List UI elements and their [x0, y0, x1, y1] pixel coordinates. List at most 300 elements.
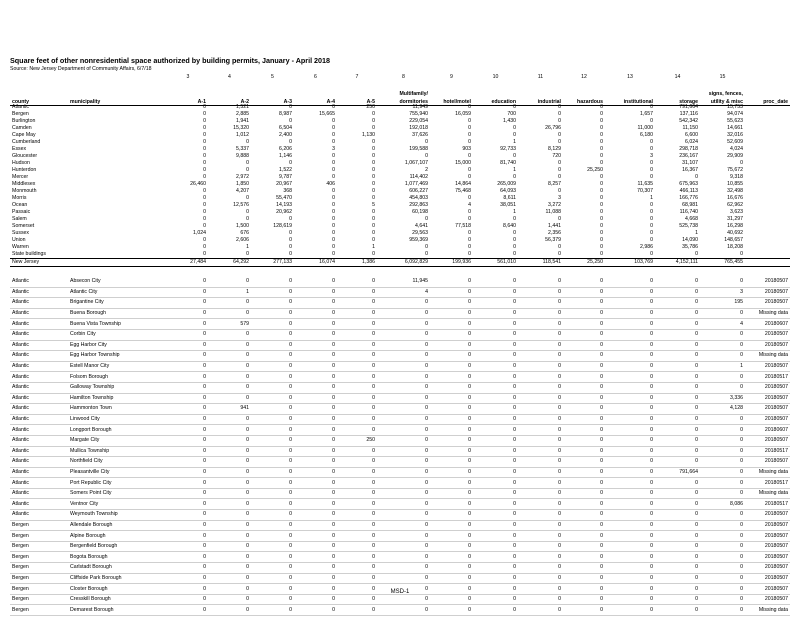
proc-date-cell: 20180507 — [745, 541, 790, 552]
value-cell: 0 — [650, 230, 653, 236]
value-cell: 0 — [203, 125, 206, 131]
value-cell: 0 — [600, 237, 603, 243]
value-cell: 0 — [251, 425, 294, 436]
col-number: 9 — [450, 74, 453, 80]
value-cell: 0 — [337, 552, 377, 563]
value-cell: 0 — [294, 308, 337, 319]
value-cell: 1 — [246, 244, 249, 250]
county-cell: Bergen — [10, 563, 68, 574]
proc-date-cell: 20180507 — [745, 510, 790, 521]
header-hotel: hotel/motel — [430, 97, 473, 106]
county-cell: Warren — [12, 244, 29, 250]
value-cell: 0 — [468, 230, 471, 236]
value-cell: 0 — [203, 111, 206, 117]
value-cell: 0 — [518, 308, 563, 319]
value-cell: 0 — [203, 209, 206, 215]
value-cell: 0 — [251, 340, 294, 351]
value-cell: 0 — [473, 340, 518, 351]
table-row — [10, 277, 790, 287]
proc-date-cell — [745, 209, 790, 216]
value-cell: 1 — [372, 244, 375, 250]
value-cell: 1,441 — [548, 223, 561, 229]
summary-row — [10, 139, 790, 146]
value-cell: 0 — [251, 351, 294, 362]
value-cell: 0 — [208, 298, 251, 309]
value-cell: 0 — [430, 351, 473, 362]
summary-row — [10, 188, 790, 195]
value-cell: 4,024 — [730, 146, 743, 152]
value-cell: 0 — [337, 277, 377, 287]
value-cell: 0 — [251, 541, 294, 552]
value-cell: 0 — [430, 510, 473, 521]
value-cell: 0 — [518, 605, 563, 616]
value-cell: 0 — [168, 499, 208, 510]
value-cell: 6,024 — [685, 139, 698, 145]
value-cell: 525,738 — [679, 223, 698, 229]
table-row — [10, 393, 790, 404]
value-cell: 0 — [377, 329, 430, 340]
proc-date-cell — [745, 244, 790, 251]
value-cell: 0 — [294, 573, 337, 584]
value-cell: 0 — [655, 329, 700, 340]
value-cell: 941 — [208, 404, 251, 415]
county-cell: Atlantic — [10, 510, 68, 521]
value-cell: 0 — [203, 139, 206, 145]
value-cell: 0 — [430, 329, 473, 340]
table-row — [10, 382, 790, 393]
value-cell: 0 — [168, 520, 208, 531]
value-cell: 1,500 — [236, 223, 249, 229]
value-cell: 0 — [294, 414, 337, 425]
value-cell: 0 — [337, 478, 377, 489]
value-cell: 0 — [700, 605, 745, 616]
value-cell: 0 — [563, 277, 605, 287]
value-cell: 0 — [337, 446, 377, 457]
value-cell: 0 — [377, 605, 430, 616]
value-cell: 0 — [251, 584, 294, 595]
value-cell: 0 — [208, 361, 251, 372]
municipality-cell: Carlstadt Borough — [68, 563, 168, 574]
value-cell: 0 — [518, 319, 563, 330]
value-cell: 0 — [518, 393, 563, 404]
value-cell: 0 — [168, 563, 208, 574]
value-cell: 0 — [251, 404, 294, 415]
col-number: 6 — [314, 74, 317, 80]
value-cell: 0 — [655, 520, 700, 531]
table-row — [10, 308, 790, 319]
municipality-cell — [68, 132, 168, 139]
value-cell: 0 — [251, 552, 294, 563]
county-cell: Gloucester — [12, 153, 38, 159]
value-cell: 0 — [425, 216, 428, 222]
value-cell: 0 — [605, 531, 655, 542]
value-cell: 0 — [563, 404, 605, 415]
value-cell: 0 — [168, 372, 208, 383]
header-municipality: municipality — [68, 97, 168, 106]
value-cell: 37,626 — [412, 132, 428, 138]
value-cell: 0 — [208, 446, 251, 457]
value-cell: 0 — [294, 520, 337, 531]
value-cell: 0 — [430, 552, 473, 563]
value-cell: 0 — [377, 510, 430, 521]
value-cell: 11,949 — [412, 104, 428, 110]
value-cell: 0 — [473, 414, 518, 425]
value-cell: 8,611 — [503, 195, 516, 201]
value-cell: 0 — [294, 277, 337, 287]
value-cell: 6,600 — [685, 132, 698, 138]
value-cell: 0 — [518, 594, 563, 605]
table-row — [10, 340, 790, 351]
value-cell: 0 — [468, 118, 471, 124]
value-cell: 0 — [605, 425, 655, 436]
county-cell: Atlantic — [10, 351, 68, 362]
header-storage: storage — [655, 97, 700, 106]
value-cell: 4,128 — [700, 404, 745, 415]
value-cell: 0 — [473, 499, 518, 510]
value-cell: 0 — [208, 552, 251, 563]
value-cell: 0 — [337, 425, 377, 436]
county-cell: Atlantic — [10, 446, 68, 457]
proc-date-cell — [745, 104, 790, 111]
proc-date-cell: 20180517 — [745, 446, 790, 457]
value-cell: 0 — [289, 251, 292, 257]
value-cell: 0 — [377, 404, 430, 415]
value-cell: 0 — [203, 195, 206, 201]
value-cell: 0 — [600, 111, 603, 117]
value-cell: 0 — [563, 457, 605, 468]
county-cell: Bergen — [10, 584, 68, 595]
header-a3: A-3 — [251, 97, 294, 106]
value-cell: 0 — [518, 414, 563, 425]
value-cell: 35,786 — [682, 244, 698, 250]
value-cell: 0 — [294, 510, 337, 521]
value-cell: 0 — [332, 132, 335, 138]
value-cell: 0 — [372, 118, 375, 124]
municipality-cell: Folsom Borough — [68, 372, 168, 383]
value-cell: 55,470 — [276, 195, 292, 201]
value-cell: 0 — [377, 382, 430, 393]
county-cell: Bergen — [12, 111, 29, 117]
total-value: 27,484 — [168, 259, 208, 267]
value-cell: 4,207 — [236, 188, 249, 194]
county-cell: Cumberland — [12, 139, 41, 145]
value-cell: 0 — [377, 319, 430, 330]
value-cell: 0 — [430, 520, 473, 531]
value-cell: 0 — [208, 488, 251, 499]
value-cell: 0 — [605, 414, 655, 425]
table-row — [10, 361, 790, 372]
value-cell: 0 — [473, 520, 518, 531]
value-cell: 265,009 — [497, 181, 516, 187]
value-cell: 0 — [655, 319, 700, 330]
summary-row — [10, 167, 790, 174]
value-cell: 0 — [208, 425, 251, 436]
value-cell: 0 — [518, 382, 563, 393]
value-cell: 0 — [377, 488, 430, 499]
summary-row — [10, 209, 790, 216]
value-cell: 0 — [430, 573, 473, 584]
value-cell: 0 — [655, 446, 700, 457]
value-cell: 0 — [700, 446, 745, 457]
value-cell: 0 — [650, 202, 653, 208]
value-cell: 0 — [372, 195, 375, 201]
value-cell: 0 — [605, 404, 655, 415]
col-number: 4 — [228, 74, 231, 80]
value-cell: 250 — [337, 435, 377, 446]
total-value: 64,292 — [208, 259, 251, 267]
value-cell: 0 — [473, 594, 518, 605]
value-cell: 0 — [513, 125, 516, 131]
value-cell: 0 — [563, 478, 605, 489]
value-cell: 1,012 — [236, 132, 249, 138]
table-row — [10, 478, 790, 489]
value-cell: 0 — [246, 195, 249, 201]
value-cell: 0 — [518, 478, 563, 489]
value-cell: 0 — [294, 563, 337, 574]
value-cell: 0 — [168, 510, 208, 521]
municipality-cell: Pleasantville City — [68, 467, 168, 478]
value-cell: 0 — [513, 104, 516, 110]
value-cell: 0 — [372, 167, 375, 173]
proc-date-cell: 20180607 — [745, 425, 790, 436]
value-cell: 0 — [332, 153, 335, 159]
value-cell: 0 — [203, 223, 206, 229]
header-a2: A-2 — [208, 97, 251, 106]
value-cell: 0 — [563, 319, 605, 330]
value-cell: 0 — [203, 244, 206, 250]
proc-date-cell: 20180507 — [745, 404, 790, 415]
summary-row — [10, 237, 790, 244]
value-cell: 75,672 — [727, 167, 743, 173]
value-cell: 0 — [650, 160, 653, 166]
value-cell: 0 — [251, 467, 294, 478]
value-cell: 0 — [513, 216, 516, 222]
value-cell: 0 — [203, 160, 206, 166]
value-cell: 0 — [518, 446, 563, 457]
header-signs-bottom: utility & misc — [700, 97, 745, 106]
value-cell: 6,504 — [279, 125, 292, 131]
value-cell: 14,193 — [276, 202, 292, 208]
value-cell: 0 — [563, 361, 605, 372]
proc-date-cell: 20180507 — [745, 361, 790, 372]
proc-date-cell — [745, 167, 790, 174]
value-cell: 0 — [563, 510, 605, 521]
value-cell: 2,356 — [548, 230, 561, 236]
value-cell: 0 — [740, 251, 743, 257]
proc-date-cell — [745, 237, 790, 244]
value-cell: 1,521 — [236, 104, 249, 110]
value-cell: 0 — [563, 351, 605, 362]
value-cell: 0 — [518, 520, 563, 531]
value-cell: 0 — [605, 340, 655, 351]
value-cell: 0 — [468, 251, 471, 257]
proc-date-cell: 20180517 — [745, 478, 790, 489]
value-cell: 15,000 — [455, 160, 471, 166]
proc-date-cell — [745, 188, 790, 195]
value-cell: 0 — [372, 251, 375, 257]
value-cell: 0 — [203, 188, 206, 194]
municipality-cell: Absecon City — [68, 277, 168, 287]
municipality-cell: Allendale Borough — [68, 520, 168, 531]
value-cell: 0 — [377, 457, 430, 468]
value-cell: 0 — [558, 167, 561, 173]
value-cell: 0 — [700, 467, 745, 478]
county-summary-table — [10, 104, 790, 267]
value-cell: 0 — [700, 552, 745, 563]
value-cell: 0 — [473, 425, 518, 436]
value-cell: 52,609 — [727, 139, 743, 145]
value-cell: 0 — [208, 308, 251, 319]
value-cell: 903 — [462, 146, 471, 152]
value-cell: 0 — [600, 104, 603, 110]
value-cell: 0 — [655, 393, 700, 404]
value-cell: 1,024 — [193, 230, 206, 236]
value-cell: 0 — [473, 277, 518, 287]
value-cell: 116,740 — [679, 209, 698, 215]
value-cell: 0 — [203, 251, 206, 257]
value-cell: 0 — [332, 139, 335, 145]
county-cell: Atlantic — [10, 361, 68, 372]
value-cell: 128,619 — [273, 223, 292, 229]
value-cell: 0 — [605, 372, 655, 383]
value-cell: 0 — [337, 510, 377, 521]
value-cell: 0 — [430, 446, 473, 457]
value-cell: 3 — [558, 195, 561, 201]
header-a1: A-1 — [168, 97, 208, 106]
value-cell: 0 — [650, 118, 653, 124]
value-cell: 0 — [563, 573, 605, 584]
value-cell: 0 — [208, 499, 251, 510]
value-cell: 0 — [518, 329, 563, 340]
value-cell: 0 — [372, 188, 375, 194]
value-cell: 199,588 — [409, 146, 428, 152]
value-cell: 0 — [600, 146, 603, 152]
value-cell: 0 — [473, 552, 518, 563]
value-cell: 2 — [425, 167, 428, 173]
value-cell: 5,337 — [236, 146, 249, 152]
value-cell: 8,257 — [548, 181, 561, 187]
municipality-cell — [68, 202, 168, 209]
value-cell: 675,963 — [679, 181, 698, 187]
value-cell: 0 — [655, 298, 700, 309]
summary-row — [10, 132, 790, 139]
value-cell: 0 — [518, 573, 563, 584]
value-cell: 0 — [251, 319, 294, 330]
value-cell: 18,208 — [727, 244, 743, 250]
value-cell: 0 — [208, 277, 251, 287]
value-cell: 0 — [513, 153, 516, 159]
total-value: 199,936 — [430, 259, 473, 267]
value-cell: 454,803 — [409, 195, 428, 201]
value-cell: 0 — [168, 446, 208, 457]
value-cell: 0 — [430, 414, 473, 425]
proc-date-cell — [745, 160, 790, 167]
table-row — [10, 319, 790, 330]
value-cell: 0 — [289, 118, 292, 124]
value-cell: 0 — [337, 329, 377, 340]
proc-date-cell: 20180507 — [745, 277, 790, 287]
value-cell: 0 — [337, 573, 377, 584]
municipality-cell: Somers Point City — [68, 488, 168, 499]
value-cell: 0 — [337, 372, 377, 383]
value-cell: 0 — [513, 174, 516, 180]
proc-date-cell: 20180507 — [745, 563, 790, 574]
value-cell: 0 — [337, 340, 377, 351]
value-cell: 12,576 — [233, 202, 249, 208]
county-cell: Bergen — [10, 552, 68, 563]
value-cell: 8,129 — [548, 146, 561, 152]
table-row — [10, 499, 790, 510]
value-cell: 0 — [518, 425, 563, 436]
value-cell: 0 — [208, 520, 251, 531]
value-cell: 0 — [168, 467, 208, 478]
summary-row — [10, 111, 790, 118]
value-cell: 0 — [425, 139, 428, 145]
value-cell: 0 — [605, 298, 655, 309]
value-cell: 0 — [600, 244, 603, 250]
total-value: 561,010 — [473, 259, 518, 267]
total-value: 25,250 — [563, 259, 605, 267]
table-row — [10, 467, 790, 478]
value-cell: 0 — [168, 382, 208, 393]
county-cell: Passaic — [12, 209, 31, 215]
value-cell: 0 — [332, 216, 335, 222]
value-cell: 1,146 — [279, 153, 292, 159]
value-cell: 0 — [655, 584, 700, 595]
value-cell: 0 — [558, 188, 561, 194]
value-cell: 0 — [518, 372, 563, 383]
municipality-cell: Cresskill Borough — [68, 594, 168, 605]
value-cell: 1 — [208, 287, 251, 298]
value-cell: 11,000 — [637, 125, 653, 131]
value-cell: 0 — [655, 573, 700, 584]
value-cell: 0 — [294, 382, 337, 393]
proc-date-cell: 20180607 — [745, 319, 790, 330]
header-a5: A-5 — [337, 97, 377, 106]
value-cell: 0 — [294, 467, 337, 478]
value-cell: 0 — [251, 478, 294, 489]
value-cell: 0 — [168, 594, 208, 605]
value-cell: 0 — [563, 594, 605, 605]
proc-date-cell — [745, 125, 790, 132]
summary-row — [10, 160, 790, 167]
value-cell: 0 — [251, 372, 294, 383]
proc-date-cell — [745, 153, 790, 160]
municipality-cell — [68, 104, 168, 111]
value-cell: 0 — [518, 531, 563, 542]
value-cell: 0 — [563, 499, 605, 510]
value-cell: 0 — [650, 174, 653, 180]
value-cell: 0 — [294, 531, 337, 542]
value-cell: 579 — [208, 319, 251, 330]
value-cell: 0 — [168, 435, 208, 446]
value-cell: 0 — [337, 351, 377, 362]
value-cell: 16,059 — [455, 111, 471, 117]
value-cell: 0 — [251, 361, 294, 372]
total-value: 765,455 — [700, 259, 745, 267]
summary-row — [10, 223, 790, 230]
value-cell: 0 — [655, 287, 700, 298]
value-cell: 0 — [289, 244, 292, 250]
value-cell: 0 — [251, 499, 294, 510]
value-cell: 0 — [203, 174, 206, 180]
proc-date-cell: 20180517 — [745, 499, 790, 510]
value-cell: 0 — [372, 230, 375, 236]
col-number: 11 — [537, 74, 544, 80]
value-cell: 0 — [377, 298, 430, 309]
county-cell: Atlantic — [10, 298, 68, 309]
value-cell: 0 — [332, 125, 335, 131]
